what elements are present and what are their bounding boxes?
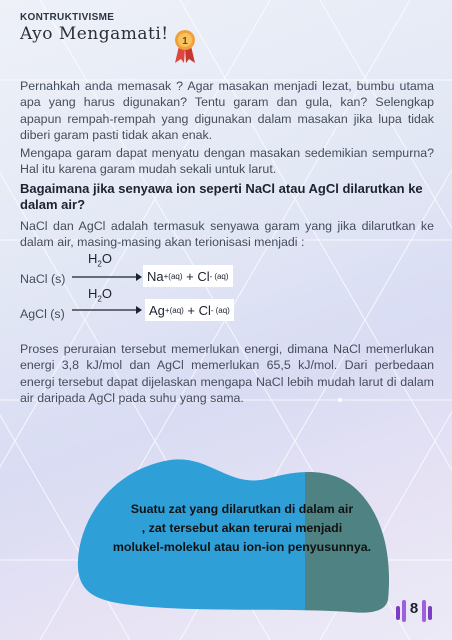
solvent-label-2: $H_2O$ (88, 286, 112, 304)
badge-number: 1 (182, 36, 188, 47)
products-nacl: Na + (aq) + Cl - (aq) (143, 265, 233, 287)
section-kicker: KONTRUKTIVISME (20, 12, 115, 23)
callout-line-1: Suatu zat yang dilarutkan di dalam air (130, 502, 354, 516)
callout-text (92, 500, 392, 557)
explanation-paragraph: NaCl dan AgCl adalah termasuk senyawa garam yang jika dilarutkan ke dalam air, masing-masing akan terionisasi menjadi : (20, 219, 434, 250)
intro-paragraph-2: Mengapa garam dapat menyatu dengan masakan sedemikian sempurna? Hal itu karena garam mudah sekali untuk larut. (20, 146, 434, 177)
page-number: 8 (409, 600, 419, 617)
page-title: Ayo Mengamati! (20, 24, 169, 44)
callout-line-3: molukel-molekul atau ion-ion penyusunnya. (112, 540, 372, 554)
products-agcl: Ag + (aq) + Cl - (aq) (145, 299, 234, 321)
question-heading: Bagaimana jika senyawa ion seperti NaCl atau AgCl dilarutkan ke dalam air? (20, 181, 423, 213)
reactant-nacl: NaCl (s) (20, 272, 66, 286)
solvent-label-1: $H_2O$ (88, 251, 112, 269)
energy-paragraph: Proses peruraian tersebut memerlukan energi, dimana NaCl memerlukan energi 3,8 kJ/mol dan AgCl memerlukan 65,5 kJ/mol. Dari perbedaan energi tersebut dapat dijelaskan mengapa NaCl lebih mudah larut di dalam air daripada AgCl pada suhu yang sama. (20, 342, 434, 406)
callout-line-2: , zat tersebut akan terurai menjadi (141, 521, 343, 535)
intro-paragraph-1: Pernahkah anda memasak ? Agar masakan menjadi lezat, bumbu utama apa yang harus digunakan? Tentu garam dan gula, kan? Selengkap apapun rempah-rempah yang digunakan dalam masakan jika lupa tidak diberi garam pasti tidak akan enak. (20, 79, 434, 143)
reactant-agcl: AgCl (s) (20, 307, 65, 321)
